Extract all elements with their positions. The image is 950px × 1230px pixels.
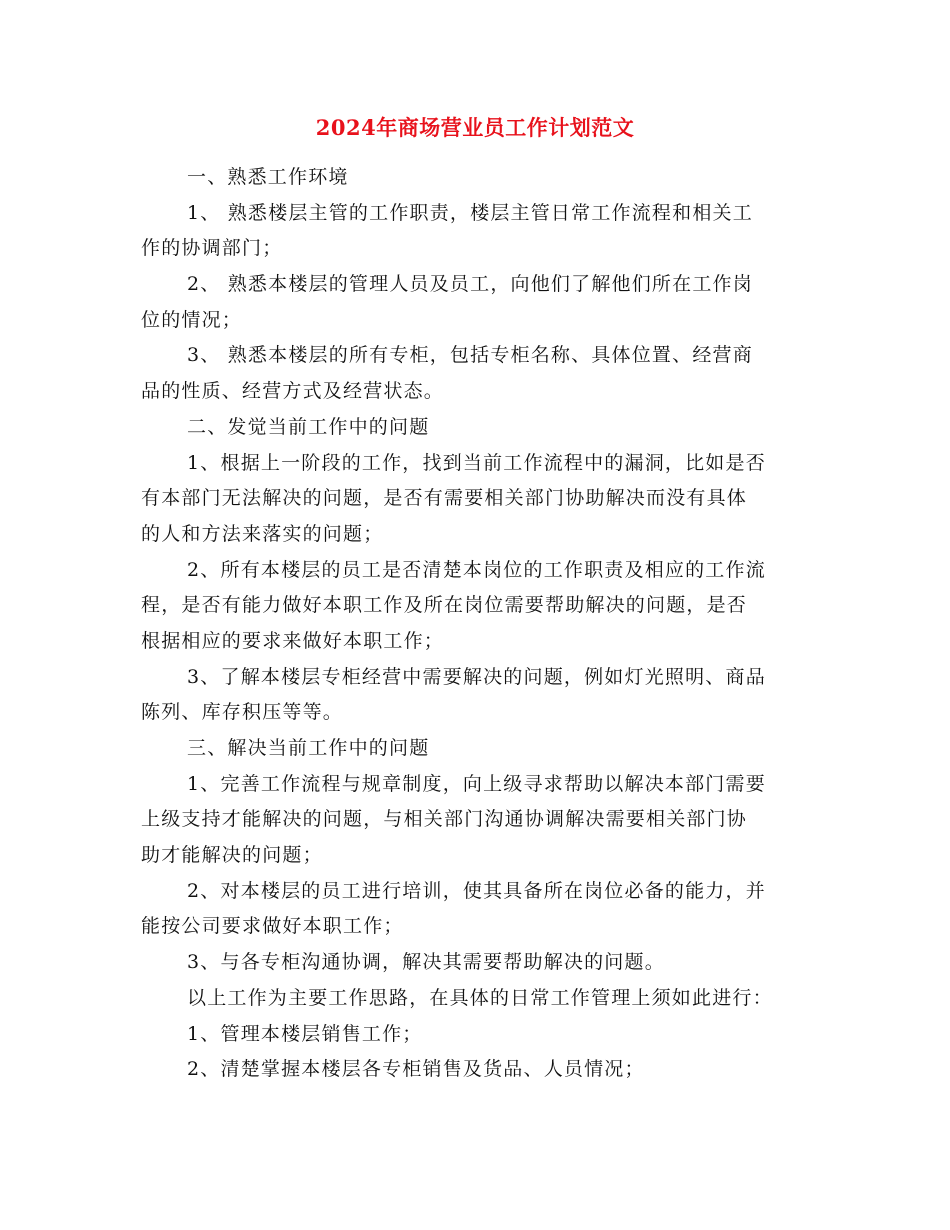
paragraph-line: 二、发觉当前工作中的问题 [187, 415, 430, 438]
paragraph-line: 1、管理本楼层销售工作； [187, 1022, 423, 1045]
paragraph-line: 上级支持才能解决的问题，与相关部门沟通协调解决需要相关部门协 [141, 808, 748, 831]
paragraph-line: 2、清楚掌握本楼层各专柜销售及货品、人员情况； [187, 1058, 645, 1081]
paragraph-line: 能按公司要求做好本职工作； [141, 915, 404, 938]
paragraph-line: 2、所有本楼层的员工是否清楚本岗位的工作职责及相应的工作流 [187, 558, 766, 581]
paragraph-line: 3、 熟悉本楼层的所有专柜，包括专柜名称、具体位置、经营商 [187, 344, 753, 367]
paragraph-line: 助才能解决的问题； [141, 844, 323, 867]
paragraph-line: 的人和方法来落实的问题； [141, 522, 384, 545]
paragraph-line: 2、 熟悉本楼层的管理人员及员工，向他们了解他们所在工作岗 [187, 273, 753, 296]
paragraph-line: 根据相应的要求来做好本职工作； [141, 629, 445, 652]
document-title: 2024年商场营业员工作计划范文 [315, 115, 635, 140]
paragraph-line: 位的情况； [141, 308, 243, 331]
paragraph-line: 有本部门无法解决的问题，是否有需要相关部门协助解决而没有具体 [141, 487, 748, 510]
paragraph-line: 1、完善工作流程与规章制度，向上级寻求帮助以解决本部门需要 [187, 772, 766, 795]
paragraph-line: 3、了解本楼层专柜经营中需要解决的问题，例如灯光照明、商品 [187, 665, 766, 688]
paragraph-line: 以上工作为主要工作思路，在具体的日常工作管理上须如此进行： [187, 986, 773, 1009]
paragraph-line: 陈列、库存积压等等。 [141, 701, 344, 724]
paragraph-line: 1、根据上一阶段的工作，找到当前工作流程中的漏洞，比如是否 [187, 451, 766, 474]
paragraph-line: 三、解决当前工作中的问题 [187, 737, 430, 759]
paragraph-line: 1、 熟悉楼层主管的工作职责，楼层主管日常工作流程和相关工 [187, 201, 753, 224]
paragraph-line: 作的协调部门； [141, 237, 283, 260]
paragraph-line: 3、与各专柜沟通协调，解决其需要帮助解决的问题。 [187, 951, 665, 974]
paragraph-line: 程，是否有能力做好本职工作及所在岗位需要帮助解决的问题，是否 [141, 594, 748, 617]
paragraph-line: 品的性质、经营方式及经营状态。 [141, 380, 445, 403]
paragraph-line: 一、熟悉工作环境 [187, 166, 349, 188]
paragraph-line: 2、对本楼层的员工进行培训，使其具备所在岗位必备的能力，并 [187, 879, 766, 902]
document-body [141, 160, 811, 1088]
